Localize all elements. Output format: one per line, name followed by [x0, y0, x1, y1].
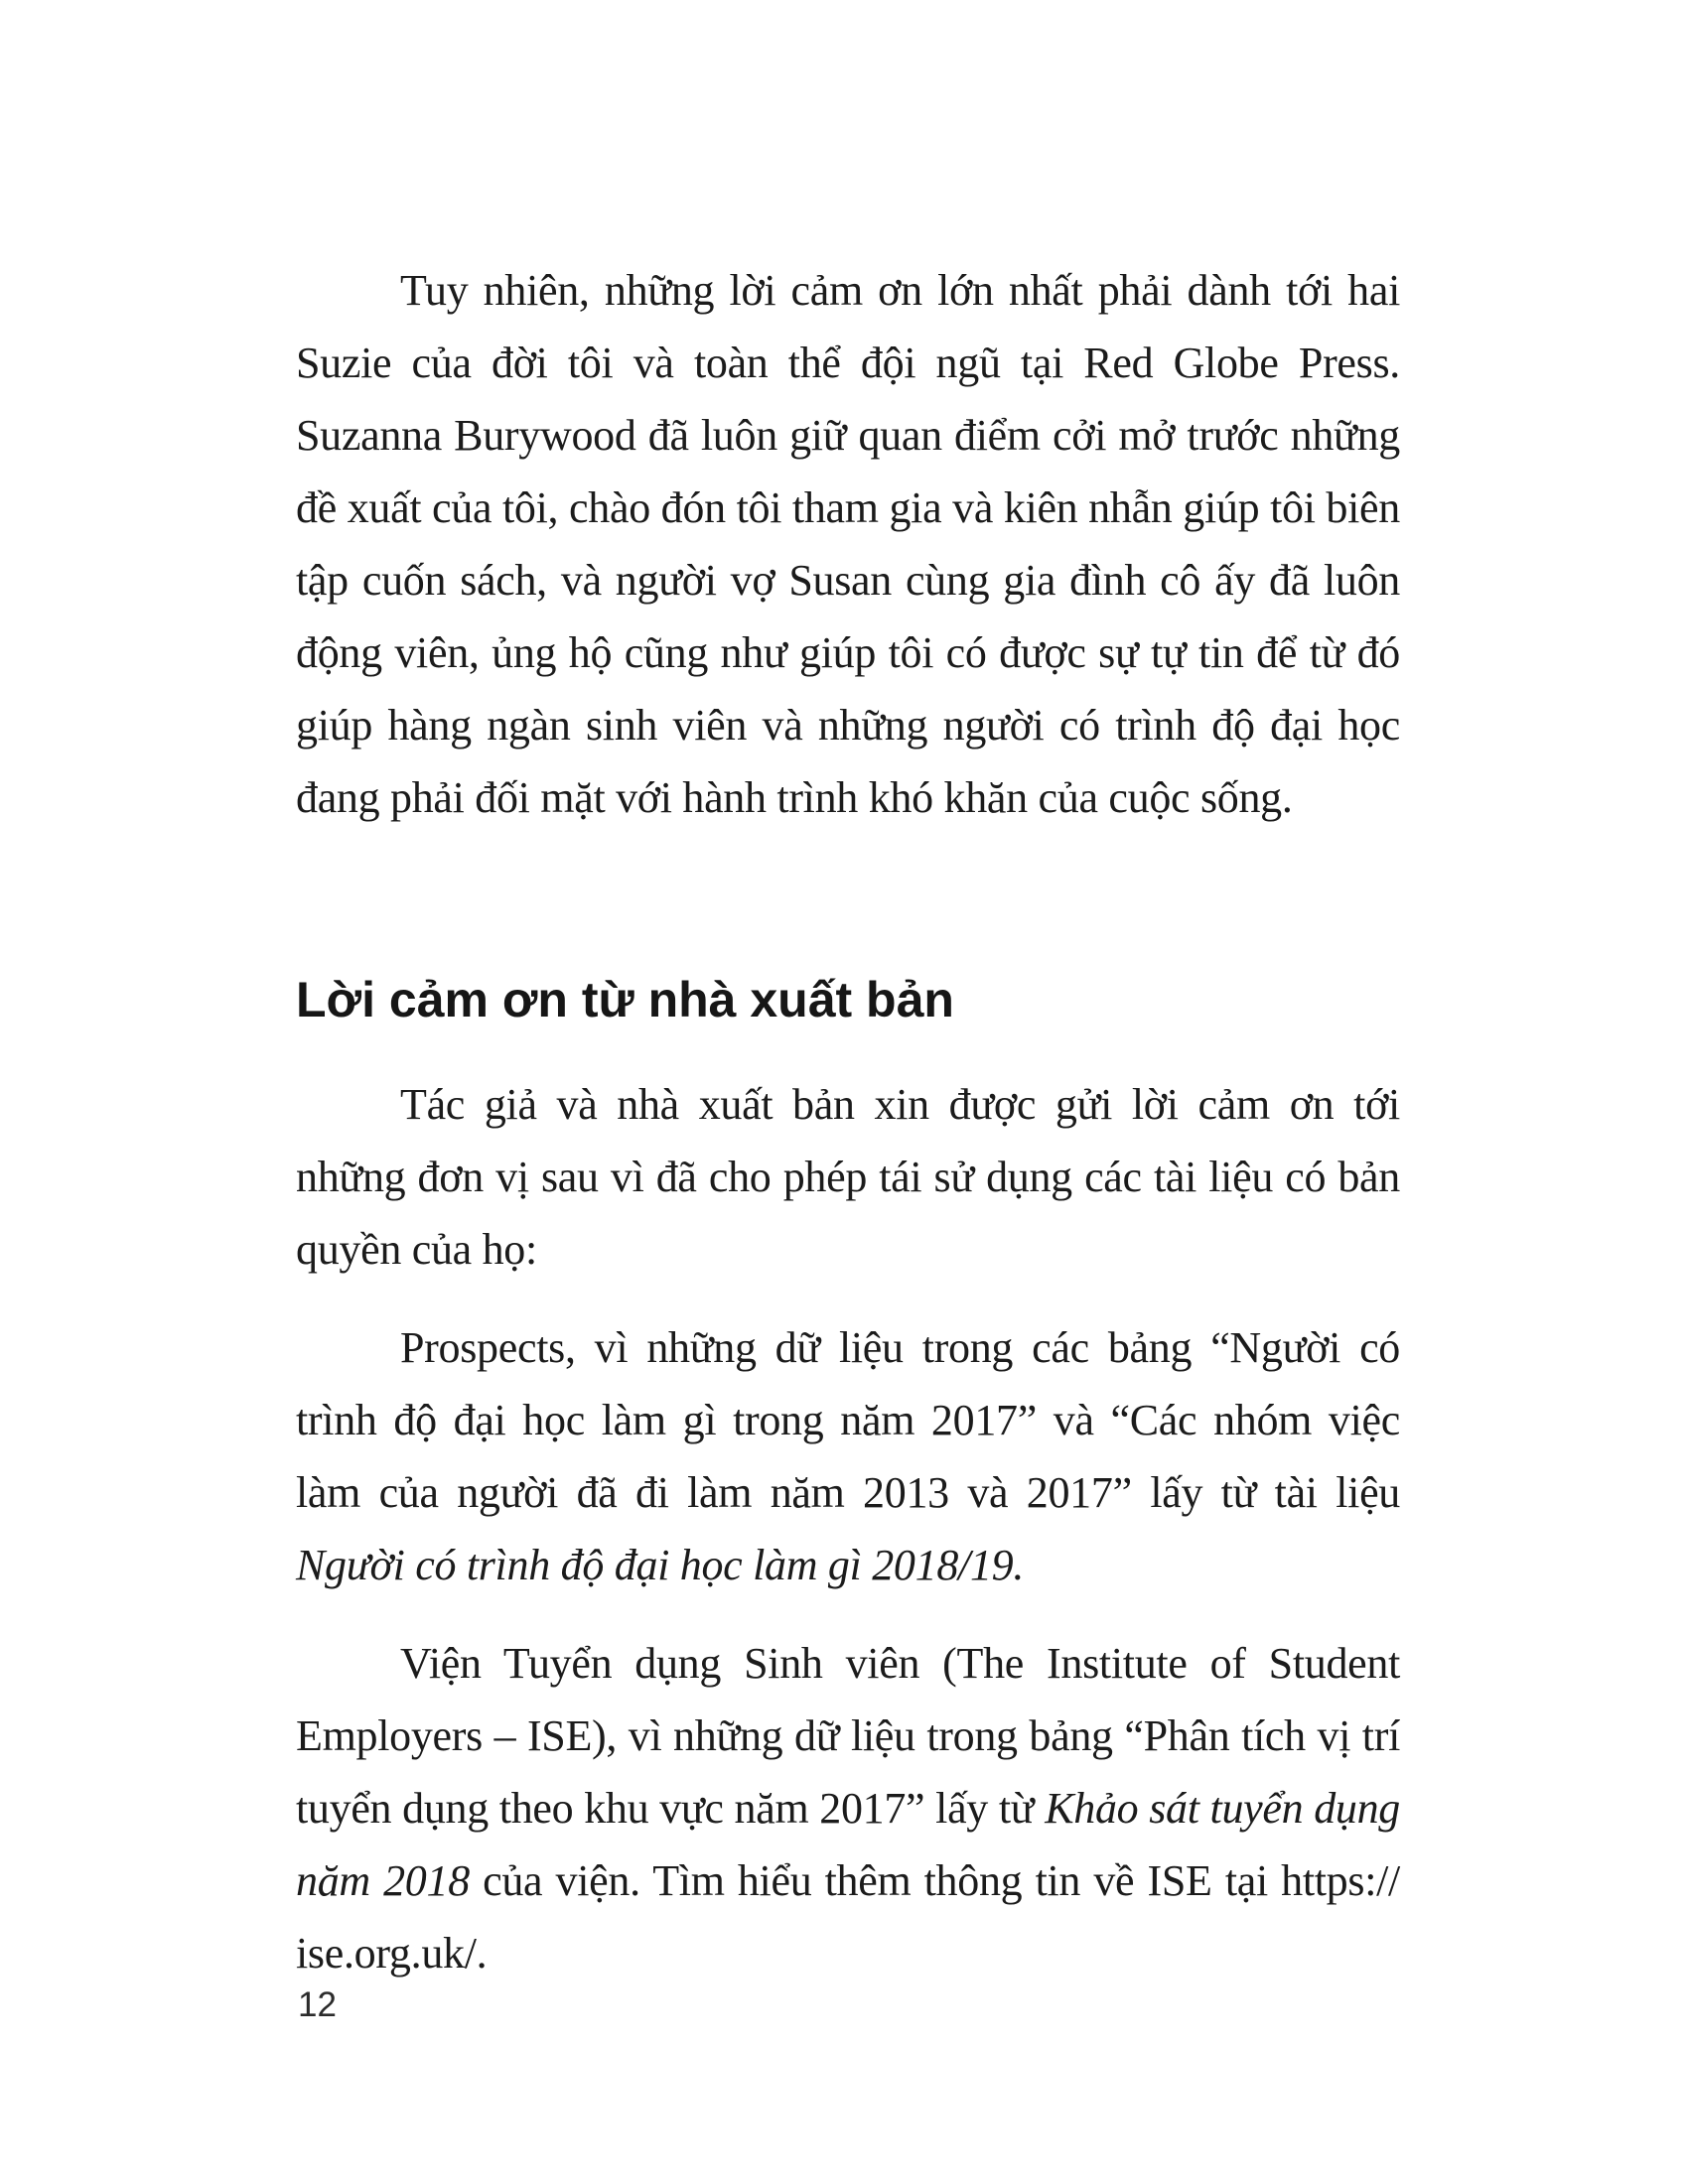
publisher-intro-paragraph	[296, 1068, 1400, 1286]
text-run: Tác giả và nhà xuất bản xin được gửi lời cảm ơn tới những đơn vị sau vì đã cho phép tái sử dụng các tài liệu có bản quyền của họ:	[296, 1080, 1400, 1274]
text-run: Prospects, vì những dữ liệu trong các bảng “Người có trình độ đại học làm gì trong năm 2017” và “Các nhóm việc làm của người đã đi làm năm 2013 và 2017” lấy từ tài liệu	[296, 1323, 1400, 1517]
publisher-acknowledgements-heading: Lời cảm ơn từ nhà xuất bản	[296, 972, 954, 1027]
text-run: của viện. Tìm hiểu thêm thông tin về ISE tại	[469, 1856, 1282, 1905]
italic-text-run: Khảo sát tuyển dụng năm 2018	[296, 1784, 1401, 1905]
page-number: 12	[298, 1985, 337, 2024]
text-run: https://	[1281, 1856, 1400, 1905]
text-run: Tuy nhiên, những lời cảm ơn lớn nhất phải dành tới hai Suzie của đời tôi và toàn thể đội ngũ tại Red Globe Press. Suzanna Burywood đã luôn giữ quan điểm cởi mở trước những đề xuất của tôi, chào đón tôi tham gia và kiên nhẫn giúp tôi biên tập cuốn sách, và người vợ Susan cùng gia đình cô ấy đã luôn động viên, ủng hộ cũng như giúp tôi có được sự tự tin để từ đó giúp hàng ngàn sinh viên và những người có trình độ đại học đang phải đối mặt với hành trình khó khăn của cuộc sống.	[296, 266, 1400, 822]
text-run: ise.org.uk/.	[296, 1929, 488, 1978]
italic-text-run: Người có trình độ đại học làm gì 2018/19.	[296, 1541, 1025, 1589]
acknowledgements-paragraph	[296, 254, 1400, 834]
ise-credit-paragraph	[296, 1627, 1400, 1989]
text-column	[296, 254, 1400, 1989]
prospects-credit-paragraph	[296, 1311, 1400, 1601]
text-run: Viện Tuyển dụng Sinh viên (The Institute of Student Employers – ISE), vì những dữ liệu trong bảng “Phân tích vị trí tuyển dụng theo khu vực năm 2017” lấy từ	[296, 1639, 1400, 1833]
